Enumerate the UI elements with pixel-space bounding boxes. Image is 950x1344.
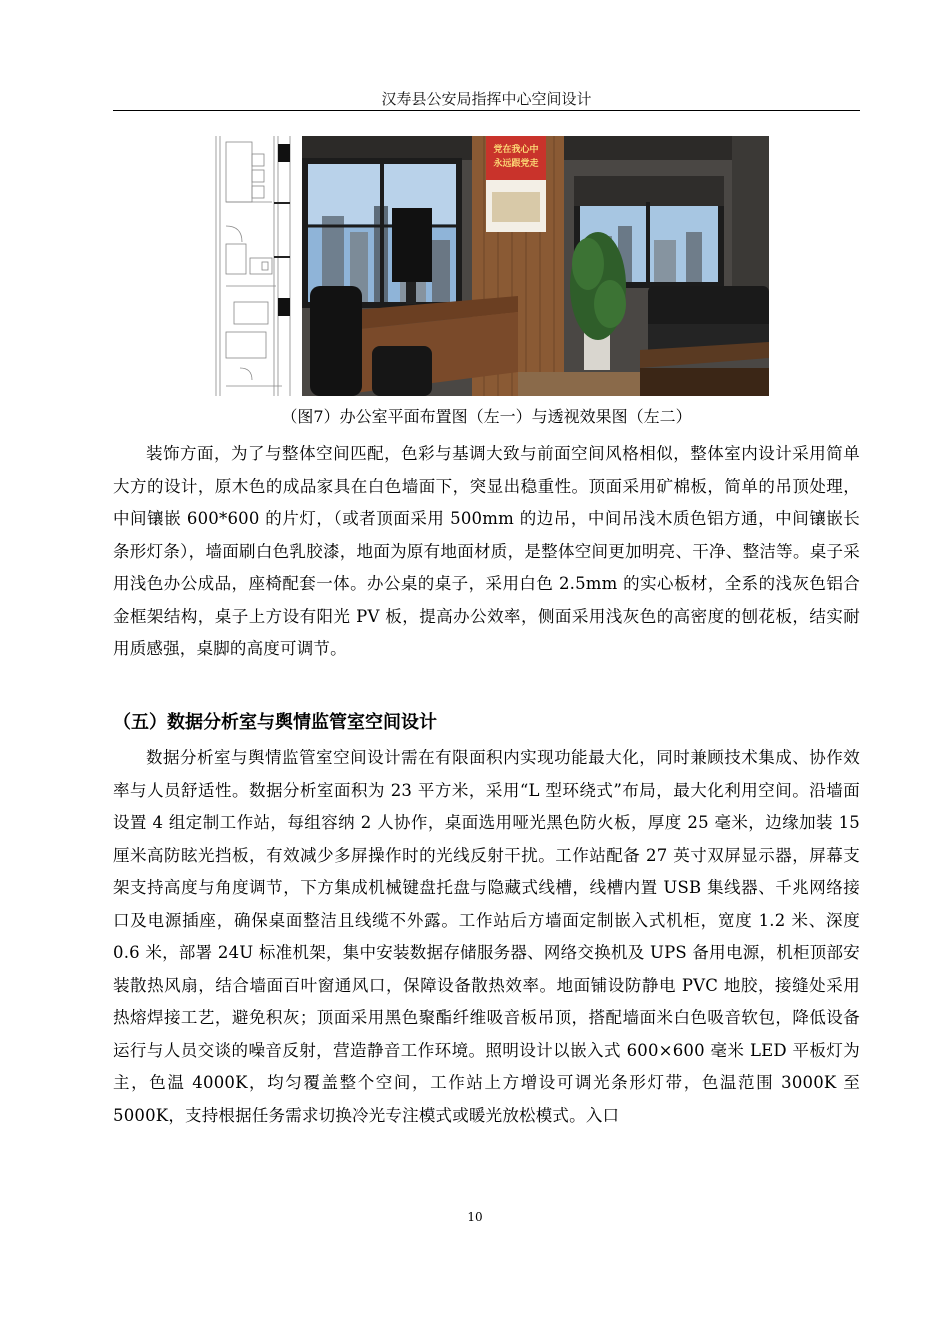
figure-7 — [212, 136, 769, 396]
figure-caption: （图7）办公室平面布置图（左一）与透视效果图（左二） — [281, 407, 692, 426]
header-rule — [113, 110, 860, 111]
body-paragraph-1: 装饰方面，为了与整体空间匹配，色彩与基调大致与前面空间风格相似，整体室内设计采用简单大方的设计，原木色的成品家具在白色墙面下，突显出稳重性。顶面采用矿棉板，简单的吊顶处理，中间镶嵌 600*600 的片灯，（或者顶面采用 500mm 的边吊，中间吊浅木质色铝方通，中间镶嵌长条形灯条），墙面刷白色乳胶漆，地面为原有地面材质，是整体空间更加明亮、干净、整洁等。桌子采用浅色办公成品，座椅配套一体。办公桌的桌子，采用白色 2.5mm 的实心板材，全系的浅灰色铝合金框架结构，桌子上方设有阳光 PV 板，提高办公效率，侧面采用浅灰色的高密度的刨花板，结实耐用质感强，桌脚的高度可调节。 — [113, 444, 860, 658]
section-heading: （五）数据分析室与舆情监管室空间设计 — [113, 712, 437, 733]
running-header: 汉寿县公安局指挥中心空间设计 — [381, 90, 592, 108]
poster-line-2: 永远跟党走 — [493, 159, 539, 169]
office-floor-plan — [212, 136, 302, 396]
poster-line-1: 党在我心中 — [493, 145, 539, 155]
body-paragraph-2: 数据分析室与舆情监管室空间设计需在有限面积内实现功能最大化，同时兼顾技术集成、协作效率与人员舒适性。数据分析室面积为 23 平方米，采用“L 型环绕式”布局，最大化利用空间。沿墙面设置 4 组定制工作站，每组容纳 2 人协作，桌面选用哑光黑色防火板，厚度 25 毫米，边缘加装 15 厘米高防眩光挡板，有效减少多屏操作时的光线反射干扰。工作站配备 27 英寸双屏显示器，屏幕支架支持高度与角度调节，下方集成机械键盘托盘与隐藏式线槽，线槽内置 USB 集线器、千兆网络接口及电源插座，确保桌面整洁且线缆不外露。工作站后方墙面定制嵌入式机柜，宽度 1.2 米、深度 0.6 米，部署 24U 标准机架，集中安装数据存储服务器、网络交换机及 UPS 备用电源，机柜顶部安装散热风扇，结合墙面百叶窗通风口，保障设备散热效率。地面铺设防静电 PVC 地胶，接缝处采用热熔焊接工艺，避免积灰；顶面采用黑色聚酯纤维吸音板吊顶，搭配墙面米白色吸音软包，降低设备运行与人员交谈的噪音反射，营造静音工作环境。照明设计以嵌入式 600×600 毫米 LED 平板灯为主，色温 4000K，均匀覆盖整个空间，工作站上方增设可调光条形灯带，色温范围 3000K 至 5000K，支持根据任务需求切换冷光专注模式或暖光放松模式。入口 — [113, 748, 860, 1125]
office-perspective-rendering — [302, 136, 769, 396]
page-number: 10 — [467, 1210, 483, 1224]
